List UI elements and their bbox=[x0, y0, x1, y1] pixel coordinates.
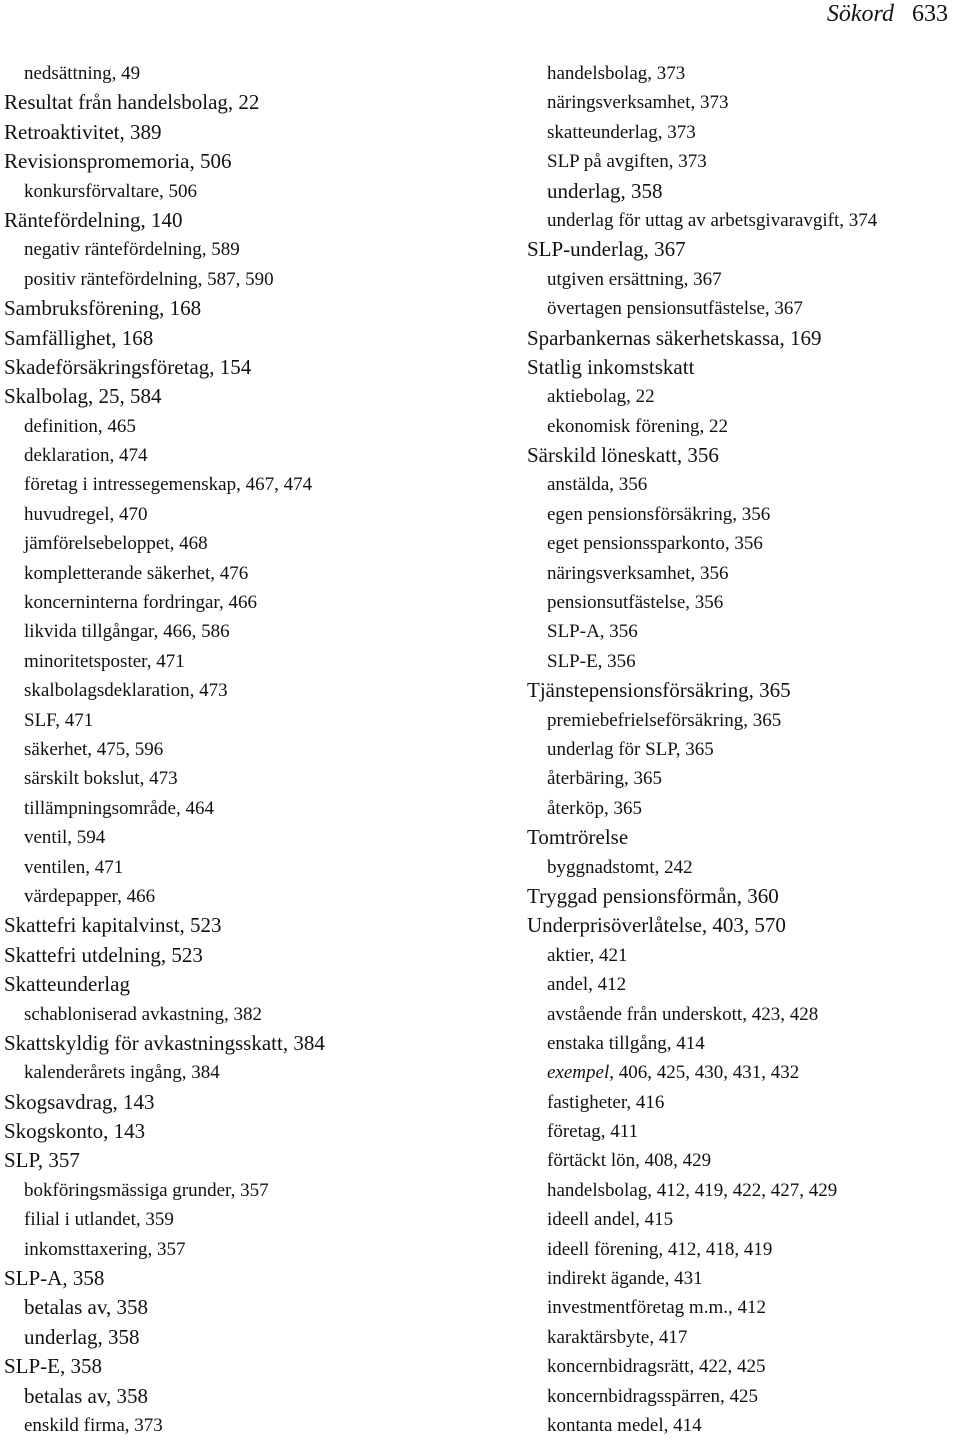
index-subentry: handelsbolag, 373 bbox=[547, 63, 686, 84]
index-entry-italic-term: exempel bbox=[547, 1062, 610, 1084]
index-subentry: SLP på avgiften, 373 bbox=[547, 151, 707, 173]
page-number: 633 bbox=[912, 1, 948, 27]
index-subentry: ventil, 594 bbox=[24, 827, 106, 849]
index-entry: SLP, 357 bbox=[4, 1148, 80, 1173]
running-title: Sökord bbox=[826, 1, 894, 27]
index-subentry: handelsbolag, 412, 419, 422, 427, 429 bbox=[547, 1179, 838, 1201]
index-entry: Tjänstepensionsförsäkring, 365 bbox=[527, 678, 791, 703]
index-entry: Skattskyldig för avkastningsskatt, 384 bbox=[4, 1030, 325, 1055]
index-subentry: eget pensionssparkonto, 356 bbox=[547, 533, 763, 555]
index-entry: Tryggad pensionsförmån, 360 bbox=[527, 883, 779, 908]
index-subentry: tillämpningsområde, 464 bbox=[24, 797, 214, 819]
index-subentry: andel, 412 bbox=[547, 974, 627, 996]
index-subentry: SLP-A, 356 bbox=[547, 621, 638, 643]
index-subentry: avstående från underskott, 423, 428 bbox=[547, 1003, 819, 1025]
index-column-left bbox=[4, 59, 494, 1440]
index-entry: Revisionspromemoria, 506 bbox=[4, 149, 232, 174]
index-subentry: negativ räntefördelning, 589 bbox=[24, 239, 240, 261]
index-subentry: ideell förening, 412, 418, 419 bbox=[547, 1238, 773, 1260]
index-entry: Skadeförsäkringsföretag, 154 bbox=[4, 354, 252, 379]
index-entry: Skogskonto, 143 bbox=[4, 1119, 146, 1144]
index-subentry: näringsverksamhet, 373 bbox=[547, 92, 729, 114]
index-subentry: exempel, 406, 425, 430, 431, 432 bbox=[547, 1062, 800, 1084]
index-entry: Skatteunderlag bbox=[4, 972, 130, 997]
index-subentry: återköp, 365 bbox=[547, 797, 642, 819]
index-subentry: likvida tillgångar, 466, 586 bbox=[24, 621, 230, 643]
index-entry: SLP-A, 358 bbox=[4, 1266, 105, 1291]
index-subentry: kompletterande säkerhet, 476 bbox=[24, 562, 249, 584]
index-subentry: nedsättning, 49 bbox=[24, 63, 141, 84]
index-entry: Skogsavdrag, 143 bbox=[4, 1089, 155, 1114]
index-subentry: kalenderårets ingång, 384 bbox=[24, 1062, 220, 1084]
index-subentry: definition, 465 bbox=[24, 415, 136, 437]
index-subentry: skatteunderlag, 373 bbox=[547, 121, 696, 143]
index-subentry: inkomsttaxering, 357 bbox=[24, 1238, 186, 1260]
index-subentry: deklaration, 474 bbox=[24, 445, 148, 467]
index-subentry: förtäckt lön, 408, 429 bbox=[547, 1150, 712, 1172]
index-subentry: näringsverksamhet, 356 bbox=[547, 562, 729, 584]
index-subentry: enstaka tillgång, 414 bbox=[547, 1032, 705, 1054]
index-entry: SLP-E, 358 bbox=[4, 1354, 103, 1379]
index-subentry: koncernbidragsrätt, 422, 425 bbox=[547, 1356, 766, 1378]
index-subentry: aktiebolag, 22 bbox=[547, 386, 655, 408]
index-subentry: särskilt bokslut, 473 bbox=[24, 768, 178, 790]
index-entry: Skattefri utdelning, 523 bbox=[4, 942, 203, 967]
index-subentry: konkursförvaltare, 506 bbox=[24, 180, 198, 202]
index-subentry: indirekt ägande, 431 bbox=[547, 1268, 703, 1290]
index-subentry: underlag, 358 bbox=[547, 178, 663, 203]
index-subentry: underlag för uttag av arbetsgivaravgift, 374 bbox=[547, 209, 878, 231]
index-subentry: SLF, 471 bbox=[24, 709, 94, 731]
index-subentry: SLP-E, 356 bbox=[547, 650, 636, 672]
index-subentry: återbäring, 365 bbox=[547, 768, 663, 790]
index-subentry: skalbolagsdeklaration, 473 bbox=[24, 680, 228, 702]
index-column-right bbox=[527, 59, 957, 1440]
index-entry: Sparbankernas säkerhetskassa, 169 bbox=[527, 325, 822, 350]
index-subentry: aktier, 421 bbox=[547, 944, 628, 966]
index-subentry: minoritetsposter, 471 bbox=[24, 650, 185, 672]
index-subentry: betalas av, 358 bbox=[24, 1295, 149, 1320]
index-subentry: koncernbidragsspärren, 425 bbox=[547, 1385, 759, 1407]
index-subentry: underlag, 358 bbox=[24, 1324, 140, 1349]
index-subentry: huvudregel, 470 bbox=[24, 503, 148, 525]
index-subentry: företag i intressegemenskap, 467, 474 bbox=[24, 474, 313, 496]
index-entry: Räntefördelning, 140 bbox=[4, 207, 183, 232]
index-subentry: jämförelsebeloppet, 468 bbox=[24, 533, 208, 555]
index-subentry: ekonomisk förening, 22 bbox=[547, 415, 729, 437]
index-subentry: egen pensionsförsäkring, 356 bbox=[547, 503, 771, 525]
index-subentry: säkerhet, 475, 596 bbox=[24, 738, 164, 760]
index-subentry: ventilen, 471 bbox=[24, 856, 124, 878]
index-entry: Skalbolag, 25, 584 bbox=[4, 384, 162, 409]
index-subentry: byggnadstomt, 242 bbox=[547, 856, 693, 878]
index-subentry: företag, 411 bbox=[547, 1121, 639, 1143]
index-entry: Sambruksförening, 168 bbox=[4, 296, 202, 321]
index-subentry: underlag för SLP, 365 bbox=[547, 738, 714, 760]
index-entry: Samfällighet, 168 bbox=[4, 325, 154, 350]
index-entry: Statlig inkomstskatt bbox=[527, 354, 695, 379]
index-entry: Särskild löneskatt, 356 bbox=[527, 443, 719, 468]
index-subentry: premiebefrielseförsäkring, 365 bbox=[547, 709, 782, 731]
index-subentry: kontanta medel, 414 bbox=[547, 1414, 702, 1436]
index-subentry: anstälda, 356 bbox=[547, 474, 648, 496]
index-subentry: ideell andel, 415 bbox=[547, 1209, 674, 1231]
index-entry: Tomtrörelse bbox=[527, 825, 629, 850]
index-subentry: karaktärsbyte, 417 bbox=[547, 1326, 688, 1348]
index-subentry: betalas av, 358 bbox=[24, 1383, 149, 1408]
index-entry: Resultat från handelsbolag, 22 bbox=[4, 90, 260, 115]
index-subentry: filial i utlandet, 359 bbox=[24, 1209, 174, 1231]
index-subentry: värdepapper, 466 bbox=[24, 885, 156, 907]
index-entry: Skattefri kapitalvinst, 523 bbox=[4, 913, 222, 938]
index-subentry: enskild firma, 373 bbox=[24, 1414, 163, 1436]
index-subentry: positiv räntefördelning, 587, 590 bbox=[24, 268, 274, 290]
index-subentry: övertagen pensionsutfästelse, 367 bbox=[547, 298, 803, 320]
index-entry: SLP-underlag, 367 bbox=[527, 237, 686, 262]
index-subentry: utgiven ersättning, 367 bbox=[547, 268, 722, 290]
index-subentry: schabloniserad avkastning, 382 bbox=[24, 1003, 262, 1025]
index-subentry: fastigheter, 416 bbox=[547, 1091, 665, 1113]
index-subentry: investmentföretag m.m., 412 bbox=[547, 1297, 766, 1319]
index-subentry: pensionsutfästelse, 356 bbox=[547, 592, 724, 614]
index-entry: Underprisöverlåtelse, 403, 570 bbox=[527, 913, 786, 938]
index-subentry: bokföringsmässiga grunder, 357 bbox=[24, 1179, 269, 1201]
page-header bbox=[827, 0, 948, 28]
index-entry: Retroaktivitet, 389 bbox=[4, 119, 162, 144]
index-subentry: koncerninterna fordringar, 466 bbox=[24, 592, 257, 614]
